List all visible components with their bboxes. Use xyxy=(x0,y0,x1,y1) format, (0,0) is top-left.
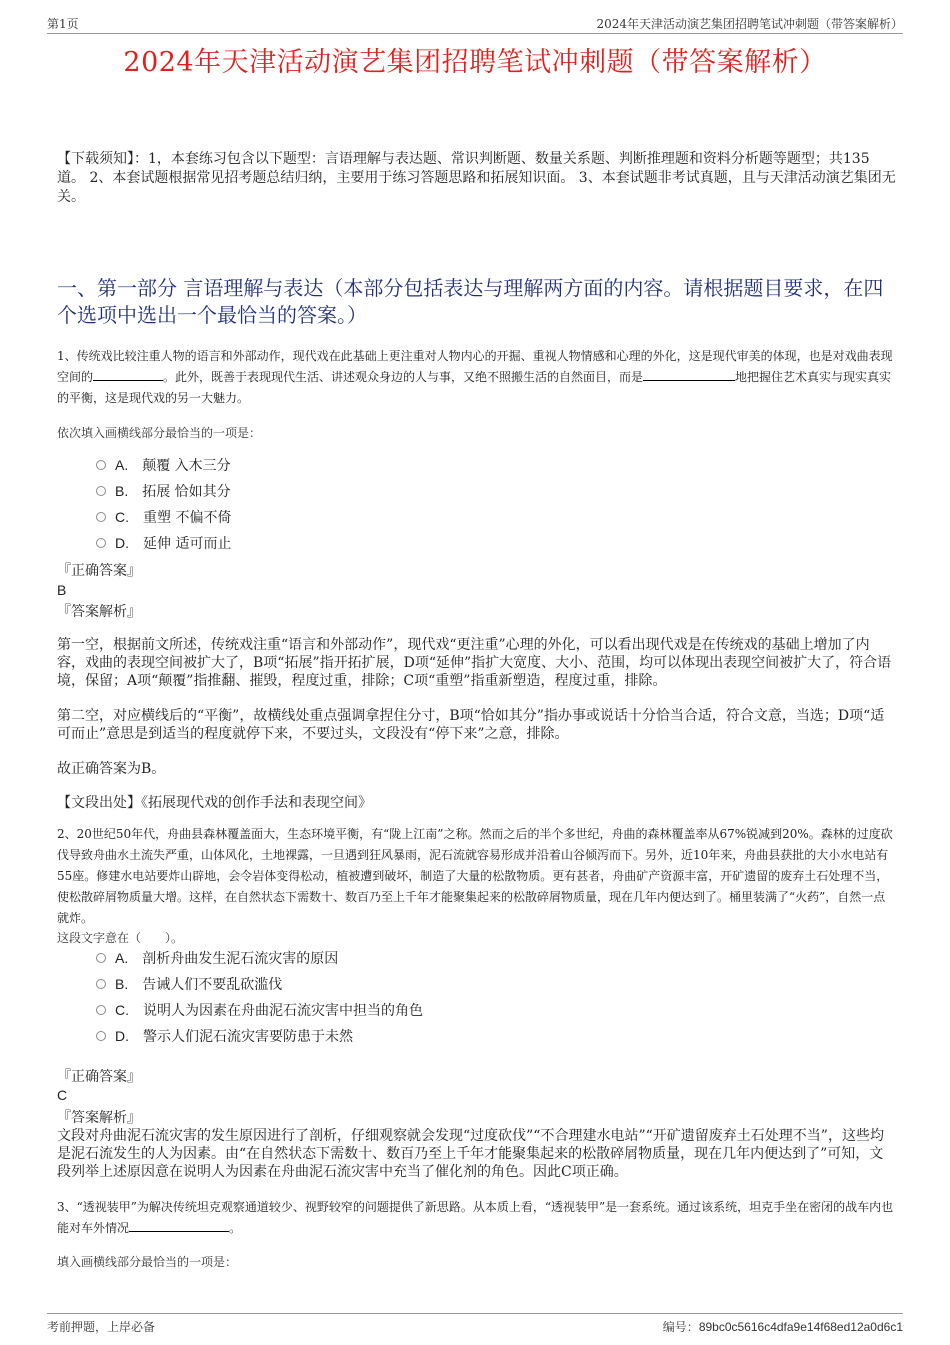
question-1-text-b: 。此外，既善于表现现代生活、讲述观众身边的人与事，又绝不照搬生活的自然面目，而是 xyxy=(163,370,644,384)
question-1-prompt: 依次填入画横线部分最恰当的一项是： xyxy=(57,426,262,440)
analysis-label: 『答案解析』 xyxy=(57,1110,141,1126)
page-number: 第1页 xyxy=(47,17,79,31)
answer-label: 『正确答案』 xyxy=(57,563,141,579)
question-3-text xyxy=(57,1197,897,1239)
question-1-text-a: 1、传统戏比较注重人物的语言和外部动作，现代戏在此基础上更注重对人物内心的开掘、重视人物情感和心理的外化，这是现代审美的体现，也是对戏曲表现空间的 xyxy=(57,349,893,384)
question-3-text-a: 3、“透视装甲”为解决传统坦克观察通道较少、视野较窄的问题提供了新思路。从本质上看，“透视装甲”是一套系统。通过该系统，坦克手坐在密闭的战车内也能对车外情况 xyxy=(57,1200,894,1235)
page-header xyxy=(47,13,903,34)
page-footer xyxy=(47,1313,903,1336)
answer-value: C xyxy=(57,1087,68,1103)
question-1-text-c: 地把握住艺术真实与现实真实的平衡，这是现代戏的另一大魅力。 xyxy=(57,370,892,405)
header-doc-title: 2024年天津活动演艺集团招聘笔试冲刺题（带答案解析） xyxy=(596,17,903,31)
option-b[interactable]: B. 拓展 恰如其分 xyxy=(96,478,231,504)
fill-blank xyxy=(643,368,735,381)
radio-icon[interactable] xyxy=(96,979,106,989)
option-a[interactable]: A. 剖析舟曲发生泥石流灾害的原因 xyxy=(96,945,423,971)
question-3-text-b: 。 xyxy=(229,1221,242,1235)
question-2-options xyxy=(96,945,423,1049)
option-c[interactable]: C. 说明人为因素在舟曲泥石流灾害中担当的角色 xyxy=(96,997,423,1023)
question-1-text xyxy=(57,346,897,409)
option-d[interactable]: D. 警示人们泥石流灾害要防患于未然 xyxy=(96,1023,423,1049)
section-heading: 一、第一部分 言语理解与表达（本部分包括表达与理解两方面的内容。请根据题目要求，在四个选项中选出一个最恰当的答案。） xyxy=(57,276,884,327)
option-c[interactable]: C. 重塑 不偏不倚 xyxy=(96,504,231,530)
footer-slogan: 考前押题，上岸必备 xyxy=(47,1320,156,1334)
question-3-prompt: 填入画横线部分最恰当的一项是： xyxy=(57,1255,238,1269)
answer-label: 『正确答案』 xyxy=(57,1069,141,1085)
question-2-prompt: 这段文字意在（ ）。 xyxy=(57,931,184,945)
radio-icon[interactable] xyxy=(96,953,106,963)
radio-icon[interactable] xyxy=(96,538,106,548)
analysis-paragraph-2: 第二空，对应横线后的“平衡”，故横线处重点强调拿捏住分寸，B项“恰如其分”指办事或说话十分恰当合适，符合文意，当选；D项“适可而止”意思是到适当的程度就停下来，不要过头，文段没有“停下来”之意，排除。 xyxy=(57,708,885,742)
option-b[interactable]: B. 告诫人们不要乱砍滥伐 xyxy=(96,971,423,997)
document-code: 编号：89bc0c5616c4dfa9e14f68ed12a0d6c1 xyxy=(662,1320,903,1334)
question-1-options xyxy=(96,452,231,556)
analysis-paragraph-1: 第一空，根据前文所述，传统戏注重“语言和外部动作”，现代戏“更注重”心理的外化，可以看出现代戏是在传统戏的基础上增加了内容，戏曲的表现空间被扩大了，B项“拓展”指开拓扩展，D项“延伸”指扩大宽度、大小、范围，均可以体现出表现空间被扩大了，符合语境，保留；A项“颠覆”指推翻、摧毁，程度过重，排除；C项“重塑”指重新塑造，程度过重，排除。 xyxy=(57,637,892,689)
option-a[interactable]: A. 颠覆 入木三分 xyxy=(96,452,231,478)
radio-icon[interactable] xyxy=(96,486,106,496)
analysis-paragraph-3: 故正确答案为B。 xyxy=(57,761,166,777)
fill-blank xyxy=(129,1219,229,1232)
option-d[interactable]: D. 延伸 适可而止 xyxy=(96,530,231,556)
document-title: 2024年天津活动演艺集团招聘笔试冲刺题（带答案解析） xyxy=(123,47,827,78)
analysis-paragraph: 文段对舟曲泥石流灾害的发生原因进行了剖析，仔细观察就会发现“过度砍伐”“不合理建水电站”“开矿遗留废弃土石处理不当”，这些均是泥石流发生的人为因素。由“在自然状态下需数十、数百乃至上千年才能聚集起来的松散碎屑物质量，现在几年内便达到了”可知，文段列举上述原因意在说明人为因素在舟曲泥石流灾害中充当了催化剂的角色。因此C项正确。 xyxy=(57,1128,884,1180)
analysis-label: 『答案解析』 xyxy=(57,604,141,620)
source-citation: 【文段出处】《拓展现代戏的创作手法和表现空间》 xyxy=(57,795,372,811)
answer-value: B xyxy=(57,582,67,598)
radio-icon[interactable] xyxy=(96,460,106,470)
question-2-text: 2、20世纪50年代，舟曲县森林覆盖面大，生态环境平衡，有“陇上江南”之称。然而之后的半个多世纪，舟曲的森林覆盖率从67%锐减到20%。森林的过度砍伐导致舟曲水土流失严重，山体风化，土地裸露，一旦遇到狂风暴雨，泥石流就容易形成并沿着山谷倾泻而下。另外，近10年来，舟曲县获批的大小水电站有55座。修建水电站要炸山辟地，会令岩体变得松动，植被遭到破坏，制造了大量的松散物质。更有甚者，舟曲矿产资源丰富，开矿遗留的废弃土石处理不当，使松散碎屑物质量大增。这样，在自然状态下需数十、数百乃至上千年才能聚集起来的松散碎屑物质量，现在几年内便达到了。桶里装满了“火药”，自然一点就炸。 xyxy=(57,827,893,925)
fill-blank xyxy=(93,368,163,381)
radio-icon[interactable] xyxy=(96,1031,106,1041)
radio-icon[interactable] xyxy=(96,512,106,522)
radio-icon[interactable] xyxy=(96,1005,106,1015)
download-notice: 【下载须知】：1，本套练习包含以下题型：言语理解与表达题、常识判断题、数量关系题、判断推理题和资料分析题等题型；共135道。 2、本套试题根据常见招考题总结归纳，主要用于练习答题思路和拓展知识面。 3、本套试题非考试真题，且与天津活动演艺集团无关。 xyxy=(57,151,896,205)
